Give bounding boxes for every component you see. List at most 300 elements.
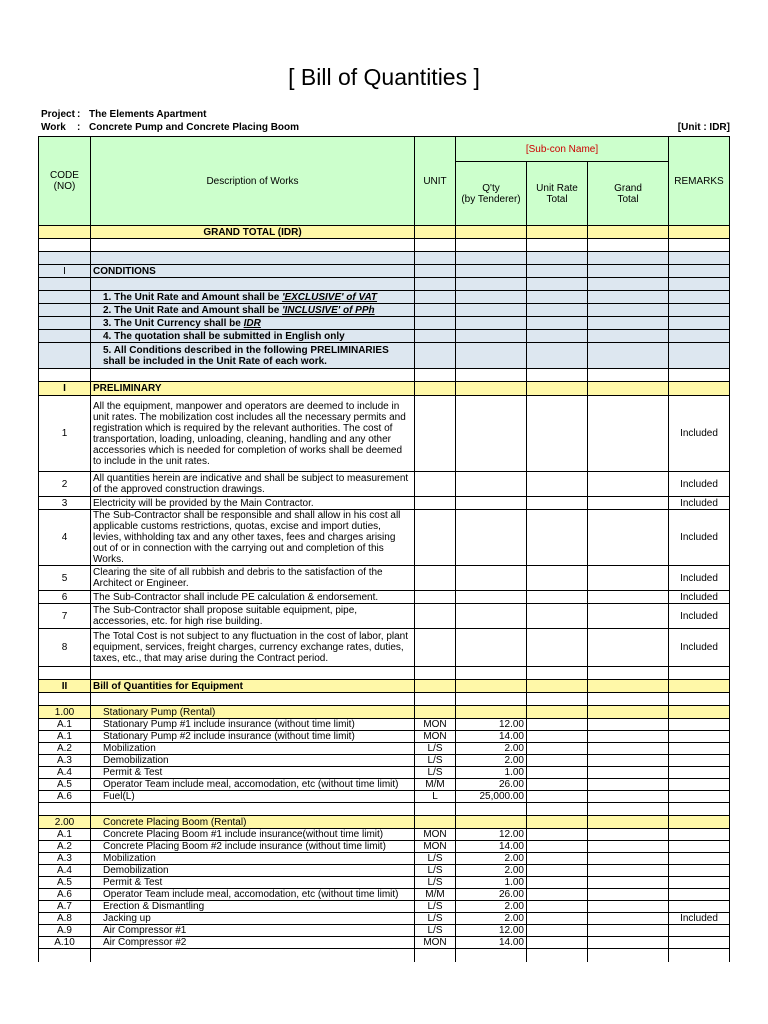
empty-cell <box>456 497 527 510</box>
empty-cell <box>588 937 669 949</box>
item-remarks: Included <box>669 566 730 591</box>
item-description: The Sub-Contractor shall include PE calculation & endorsement. <box>91 591 415 604</box>
empty-cell <box>527 767 588 779</box>
item-qty: 2.00 <box>456 853 527 865</box>
empty-cell <box>669 693 730 706</box>
empty-cell <box>588 731 669 743</box>
item-remarks <box>669 791 730 803</box>
item-code: A.5 <box>39 779 91 791</box>
equipment-item-row <box>39 719 730 731</box>
empty-cell <box>588 382 669 396</box>
item-qty: 12.00 <box>456 925 527 937</box>
empty-cell <box>588 706 669 719</box>
item-code: 7 <box>39 604 91 629</box>
empty-cell <box>527 901 588 913</box>
item-code: A.7 <box>39 901 91 913</box>
empty-cell <box>588 913 669 925</box>
empty-cell <box>588 719 669 731</box>
empty-cell <box>415 472 456 497</box>
empty-cell <box>527 755 588 767</box>
empty-cell <box>415 239 456 252</box>
item-code: A.10 <box>39 937 91 949</box>
item-remarks <box>669 731 730 743</box>
item-unit: L/S <box>415 865 456 877</box>
spacer-row <box>39 278 730 291</box>
equipment-item-row <box>39 791 730 803</box>
empty-cell <box>415 330 456 343</box>
item-code: A.9 <box>39 925 91 937</box>
empty-cell <box>588 925 669 937</box>
header-description: Description of Works <box>91 137 415 226</box>
empty-cell <box>588 667 669 680</box>
item-qty: 1.00 <box>456 877 527 889</box>
item-description: Permit & Test <box>91 877 415 889</box>
empty-cell <box>527 667 588 680</box>
item-description: Clearing the site of all rubbish and debris to the satisfaction of the Architect or Engineer. <box>91 566 415 591</box>
section-code: II <box>39 680 91 693</box>
empty-cell <box>588 265 669 278</box>
empty-cell <box>91 369 415 382</box>
empty-cell <box>588 865 669 877</box>
item-description: Mobilization <box>91 743 415 755</box>
item-description: Jacking up <box>91 913 415 925</box>
item-remarks: Included <box>669 629 730 667</box>
spacer-row <box>39 693 730 706</box>
spacer-row <box>39 239 730 252</box>
item-remarks <box>669 937 730 949</box>
item-qty: 26.00 <box>456 889 527 901</box>
empty-cell <box>456 343 527 369</box>
item-code: 6 <box>39 591 91 604</box>
empty-cell <box>588 497 669 510</box>
empty-cell <box>527 743 588 755</box>
empty-cell <box>527 706 588 719</box>
empty-cell <box>527 472 588 497</box>
item-code: A.6 <box>39 889 91 901</box>
empty-cell <box>527 889 588 901</box>
empty-cell <box>456 304 527 317</box>
group-header-row <box>39 816 730 829</box>
header-unit-rate: Unit Rate Total <box>527 162 588 226</box>
item-unit: L/S <box>415 877 456 889</box>
empty-cell <box>669 949 730 962</box>
work-label: Work <box>41 122 66 133</box>
empty-cell <box>39 252 91 265</box>
empty-cell <box>527 680 588 693</box>
empty-cell <box>415 693 456 706</box>
empty-cell <box>669 706 730 719</box>
empty-cell <box>527 629 588 667</box>
item-description: The Sub-Contractor shall propose suitable equipment, pipe, accessories, etc. for high rise building. <box>91 604 415 629</box>
empty-cell <box>39 278 91 291</box>
item-description: Permit & Test <box>91 767 415 779</box>
item-remarks <box>669 841 730 853</box>
item-remarks: Included <box>669 913 730 925</box>
item-code: A.3 <box>39 853 91 865</box>
item-unit: L/S <box>415 767 456 779</box>
item-qty: 2.00 <box>456 743 527 755</box>
conditions-title: CONDITIONS <box>91 265 415 278</box>
preliminary-item-row <box>39 591 730 604</box>
empty-cell <box>456 317 527 330</box>
spacer-row <box>39 667 730 680</box>
empty-cell <box>588 949 669 962</box>
spacer-row <box>39 949 730 962</box>
empty-cell <box>669 680 730 693</box>
item-unit: MON <box>415 937 456 949</box>
condition-row <box>39 304 730 317</box>
item-unit: L <box>415 791 456 803</box>
empty-cell <box>39 667 91 680</box>
empty-cell <box>91 949 415 962</box>
empty-cell <box>456 226 527 239</box>
empty-cell <box>39 304 91 317</box>
empty-cell <box>527 791 588 803</box>
empty-cell <box>527 278 588 291</box>
item-qty: 25,000.00 <box>456 791 527 803</box>
empty-cell <box>588 604 669 629</box>
item-qty: 26.00 <box>456 779 527 791</box>
group-code: 2.00 <box>39 816 91 829</box>
empty-cell <box>456 510 527 566</box>
item-qty: 2.00 <box>456 913 527 925</box>
item-remarks <box>669 779 730 791</box>
condition-4: 4. The quotation shall be submitted in English only <box>91 330 415 343</box>
equipment-item-row <box>39 853 730 865</box>
project-value: The Elements Apartment <box>89 109 207 120</box>
item-description: The Sub-Contractor shall be responsible and shall allow in his cost all applicable customs restrictions, quotas, excise and import duties, levies, withholding tax and any other taxes, fees and charges arising out of or in connection with the carrying out and completion of this Works. <box>91 510 415 566</box>
item-code: A.2 <box>39 743 91 755</box>
empty-cell <box>588 510 669 566</box>
work-line: Work : Concrete Pump and Concrete Placing Boom <box>41 122 300 133</box>
item-code: A.8 <box>39 913 91 925</box>
item-qty: 2.00 <box>456 901 527 913</box>
item-remarks: Included <box>669 591 730 604</box>
empty-cell <box>415 510 456 566</box>
item-code: 8 <box>39 629 91 667</box>
item-description: Demobilization <box>91 755 415 767</box>
item-qty: 1.00 <box>456 767 527 779</box>
empty-cell <box>588 803 669 816</box>
grand-total-row <box>39 226 730 239</box>
empty-cell <box>456 693 527 706</box>
condition-emphasis: 'INCLUSIVE' of PPh <box>282 304 375 316</box>
item-code: A.4 <box>39 767 91 779</box>
item-unit: L/S <box>415 913 456 925</box>
empty-cell <box>588 472 669 497</box>
header-qty: Q'ty (by Tenderer) <box>456 162 527 226</box>
empty-cell <box>456 566 527 591</box>
empty-cell <box>527 226 588 239</box>
empty-cell <box>588 829 669 841</box>
empty-cell <box>588 767 669 779</box>
empty-cell <box>39 369 91 382</box>
empty-cell <box>669 278 730 291</box>
empty-cell <box>588 343 669 369</box>
item-unit: L/S <box>415 743 456 755</box>
item-description: Mobilization <box>91 853 415 865</box>
empty-cell <box>415 949 456 962</box>
empty-cell <box>527 604 588 629</box>
empty-cell <box>588 841 669 853</box>
item-unit: M/M <box>415 889 456 901</box>
item-description: Operator Team include meal, accomodation, etc (without time limit) <box>91 889 415 901</box>
empty-cell <box>588 901 669 913</box>
empty-cell <box>669 226 730 239</box>
equipment-item-row <box>39 889 730 901</box>
empty-cell <box>588 239 669 252</box>
preliminary-item-row <box>39 497 730 510</box>
item-remarks <box>669 889 730 901</box>
empty-cell <box>415 396 456 472</box>
item-code: A.6 <box>39 791 91 803</box>
empty-cell <box>588 278 669 291</box>
empty-cell <box>669 667 730 680</box>
empty-cell <box>527 731 588 743</box>
equipment-item-row <box>39 767 730 779</box>
item-description: The Total Cost is not subject to any fluctuation in the cost of labor, plant equipment, services, freight charges, currency exchange rates, duties, taxes, etc., that may arise during the Contract period. <box>91 629 415 667</box>
equipment-item-row <box>39 841 730 853</box>
equipment-item-row <box>39 755 730 767</box>
item-code: A.1 <box>39 731 91 743</box>
section-header-row <box>39 382 730 396</box>
empty-cell <box>39 343 91 369</box>
conditions-row <box>39 265 730 278</box>
empty-cell <box>456 472 527 497</box>
empty-cell <box>456 265 527 278</box>
empty-cell <box>588 755 669 767</box>
equipment-item-row <box>39 779 730 791</box>
empty-cell <box>588 330 669 343</box>
empty-cell <box>669 317 730 330</box>
item-remarks <box>669 767 730 779</box>
condition-row <box>39 291 730 304</box>
section-code: I <box>39 382 91 396</box>
item-remarks <box>669 925 730 937</box>
item-remarks: Included <box>669 510 730 566</box>
empty-cell <box>39 803 91 816</box>
empty-cell <box>415 667 456 680</box>
empty-cell <box>456 369 527 382</box>
item-code: A.2 <box>39 841 91 853</box>
bill-of-quantities-table <box>38 136 730 962</box>
empty-cell <box>456 604 527 629</box>
empty-cell <box>456 291 527 304</box>
empty-cell <box>669 304 730 317</box>
empty-cell <box>91 278 415 291</box>
empty-cell <box>456 629 527 667</box>
empty-cell <box>588 369 669 382</box>
empty-cell <box>527 591 588 604</box>
condition-row <box>39 317 730 330</box>
empty-cell <box>527 877 588 889</box>
empty-cell <box>527 853 588 865</box>
empty-cell <box>527 382 588 396</box>
empty-cell <box>415 317 456 330</box>
empty-cell <box>588 304 669 317</box>
empty-cell <box>527 304 588 317</box>
empty-cell <box>588 591 669 604</box>
preliminary-item-row <box>39 396 730 472</box>
section-title: PRELIMINARY <box>91 382 415 396</box>
header-unit: UNIT <box>415 137 456 226</box>
equipment-item-row <box>39 937 730 949</box>
empty-cell <box>527 693 588 706</box>
item-remarks <box>669 901 730 913</box>
item-qty: 2.00 <box>456 865 527 877</box>
header-code: CODE (NO) <box>39 137 91 226</box>
item-description: Concrete Placing Boom #1 include insurance(without time limit) <box>91 829 415 841</box>
empty-cell <box>527 719 588 731</box>
empty-cell <box>669 343 730 369</box>
empty-cell <box>527 779 588 791</box>
item-qty: 14.00 <box>456 731 527 743</box>
empty-cell <box>39 693 91 706</box>
empty-cell <box>415 226 456 239</box>
empty-cell <box>415 816 456 829</box>
item-remarks <box>669 743 730 755</box>
empty-cell <box>456 680 527 693</box>
empty-cell <box>527 949 588 962</box>
header-row <box>39 137 730 162</box>
item-qty: 12.00 <box>456 829 527 841</box>
group-title: Concrete Placing Boom (Rental) <box>91 816 415 829</box>
item-remarks <box>669 853 730 865</box>
empty-cell <box>588 252 669 265</box>
item-remarks <box>669 829 730 841</box>
empty-cell <box>456 949 527 962</box>
empty-cell <box>456 239 527 252</box>
empty-cell <box>415 591 456 604</box>
empty-cell <box>456 396 527 472</box>
empty-cell <box>527 566 588 591</box>
item-description: Operator Team include meal, accomodation, etc (without time limit) <box>91 779 415 791</box>
group-code: 1.00 <box>39 706 91 719</box>
condition-5: 5. All Conditions described in the following PRELIMINARIES shall be included in the Unit Rate of each work. <box>91 343 415 369</box>
item-code: 2 <box>39 472 91 497</box>
empty-cell <box>588 226 669 239</box>
item-description: Demobilization <box>91 865 415 877</box>
empty-cell <box>669 291 730 304</box>
empty-cell <box>588 791 669 803</box>
item-code: 1 <box>39 396 91 472</box>
condition-emphasis: IDR <box>243 317 261 329</box>
preliminary-item-row <box>39 566 730 591</box>
item-description: All the equipment, manpower and operators are deemed to include in unit rates. The mobilization cost includes all the necessary permits and registration which is required by the relevant authorities. The cost of transportation, loading, unloading, cleaning, handling and any other accessories which is needed for completion of works shall be deemed to include in the unit rates. <box>91 396 415 472</box>
item-description: Stationary Pump #2 include insurance (without time limit) <box>91 731 415 743</box>
condition-3: 3. The Unit Currency shall be IDR <box>91 317 415 330</box>
preliminary-item-row <box>39 604 730 629</box>
item-description: Electricity will be provided by the Main Contractor. <box>91 497 415 510</box>
empty-cell <box>415 304 456 317</box>
item-description: Concrete Placing Boom #2 include insurance (without time limit) <box>91 841 415 853</box>
item-remarks <box>669 755 730 767</box>
item-remarks <box>669 865 730 877</box>
empty-cell <box>669 803 730 816</box>
spacer-row <box>39 252 730 265</box>
empty-cell <box>39 226 91 239</box>
equipment-item-row <box>39 731 730 743</box>
empty-cell <box>415 278 456 291</box>
item-description: All quantities herein are indicative and shall be subject to measurement of the approved construction drawings. <box>91 472 415 497</box>
empty-cell <box>415 369 456 382</box>
empty-cell <box>415 566 456 591</box>
empty-cell <box>415 803 456 816</box>
empty-cell <box>527 925 588 937</box>
empty-cell <box>91 239 415 252</box>
item-code: 4 <box>39 510 91 566</box>
empty-cell <box>588 816 669 829</box>
empty-cell <box>91 803 415 816</box>
empty-cell <box>588 853 669 865</box>
item-qty: 12.00 <box>456 719 527 731</box>
item-remarks <box>669 877 730 889</box>
empty-cell <box>588 396 669 472</box>
preliminary-item-row <box>39 510 730 566</box>
preliminary-item-row <box>39 629 730 667</box>
item-remarks: Included <box>669 604 730 629</box>
empty-cell <box>588 629 669 667</box>
empty-cell <box>527 841 588 853</box>
item-unit: L/S <box>415 755 456 767</box>
item-unit: L/S <box>415 853 456 865</box>
empty-cell <box>669 382 730 396</box>
item-unit: MON <box>415 841 456 853</box>
empty-cell <box>415 629 456 667</box>
empty-cell <box>415 382 456 396</box>
empty-cell <box>527 252 588 265</box>
empty-cell <box>456 803 527 816</box>
item-unit: L/S <box>415 925 456 937</box>
item-code: A.4 <box>39 865 91 877</box>
empty-cell <box>588 566 669 591</box>
empty-cell <box>527 330 588 343</box>
empty-cell <box>527 317 588 330</box>
empty-cell <box>456 706 527 719</box>
item-description: Air Compressor #2 <box>91 937 415 949</box>
empty-cell <box>456 382 527 396</box>
empty-cell <box>415 343 456 369</box>
empty-cell <box>456 330 527 343</box>
equipment-item-row <box>39 913 730 925</box>
empty-cell <box>588 877 669 889</box>
item-description: Stationary Pump #1 include insurance (without time limit) <box>91 719 415 731</box>
preliminary-item-row <box>39 472 730 497</box>
empty-cell <box>588 889 669 901</box>
empty-cell <box>588 779 669 791</box>
condition-row <box>39 343 730 369</box>
equipment-item-row <box>39 877 730 889</box>
empty-cell <box>527 803 588 816</box>
work-value: Concrete Pump and Concrete Placing Boom <box>89 122 300 133</box>
item-qty: 14.00 <box>456 841 527 853</box>
item-code: A.1 <box>39 829 91 841</box>
item-unit: MON <box>415 829 456 841</box>
empty-cell <box>527 343 588 369</box>
item-code: 5 <box>39 566 91 591</box>
empty-cell <box>527 497 588 510</box>
empty-cell <box>456 667 527 680</box>
empty-cell <box>669 369 730 382</box>
item-code: A.5 <box>39 877 91 889</box>
item-qty: 14.00 <box>456 937 527 949</box>
empty-cell <box>669 252 730 265</box>
empty-cell <box>39 317 91 330</box>
empty-cell <box>415 265 456 278</box>
item-remarks: Included <box>669 472 730 497</box>
empty-cell <box>415 291 456 304</box>
empty-cell <box>527 396 588 472</box>
